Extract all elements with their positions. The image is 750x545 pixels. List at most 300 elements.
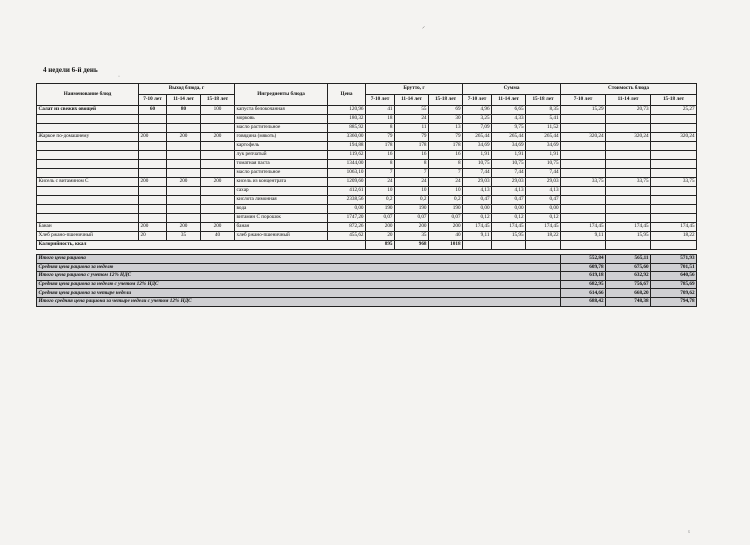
empty-cell xyxy=(167,205,201,214)
empty-cell xyxy=(37,196,139,205)
ingredient-price: 1063,10 xyxy=(328,169,366,178)
total-label: Средняя цена рациона за четыре недели xyxy=(37,289,561,298)
age-header: 15-18 лет xyxy=(429,95,463,106)
ingredient-gross: 0,07 xyxy=(429,214,463,223)
ingredient-gross: 79 xyxy=(429,133,463,142)
dish-ingredient-row xyxy=(37,223,697,232)
total-row xyxy=(37,255,697,264)
empty-cell xyxy=(139,169,167,178)
dish-name: Кисель с витамином С xyxy=(37,178,139,187)
total-label: Средняя цена рациона за неделю xyxy=(37,263,561,272)
ingredient-sum: 0,12 xyxy=(492,214,526,223)
ingredient-name: масло растительное xyxy=(235,169,328,178)
total-label: Итого цена рациона xyxy=(37,255,561,264)
calories-value: 1018 xyxy=(429,241,463,250)
empty-cell xyxy=(167,115,201,124)
ingredient-sum: 174,45 xyxy=(526,223,561,232)
dish-yield: 35 xyxy=(167,232,201,241)
total-value: 701,51 xyxy=(651,263,697,272)
dish-ingredient-row xyxy=(37,133,697,142)
dish-name: Банан xyxy=(37,223,139,232)
ingredient-name: вода xyxy=(235,205,328,214)
dish-cost: 320,24 xyxy=(651,133,697,142)
dish-yield: 80 xyxy=(167,106,201,115)
empty-cell xyxy=(606,142,651,151)
ingredient-gross: 18 xyxy=(366,115,395,124)
ingredient-gross: 24 xyxy=(395,115,429,124)
ingredient-sum: 4,13 xyxy=(492,187,526,196)
ingredient-gross: 11 xyxy=(395,124,429,133)
ingredient-price: 872,26 xyxy=(328,223,366,232)
empty-cell xyxy=(167,196,201,205)
ingredient-name: банан xyxy=(235,223,328,232)
total-label: Средняя цена рациона за неделю с учетом 12% НДС xyxy=(37,280,561,289)
ingredient-sum: 265,44 xyxy=(492,133,526,142)
total-row xyxy=(37,280,697,289)
ingredient-gross: 24 xyxy=(429,178,463,187)
age-header: 11-14 лет xyxy=(492,95,526,106)
ingredient-sum: 8,35 xyxy=(526,106,561,115)
ingredient-sum: 0,12 xyxy=(463,214,492,223)
dish-cost: 15,95 xyxy=(606,232,651,241)
total-value: 668,20 xyxy=(606,289,651,298)
ingredient-sum: 10,75 xyxy=(492,160,526,169)
empty-cell xyxy=(139,214,167,223)
total-value: 640,56 xyxy=(651,272,697,281)
empty-cell xyxy=(37,124,139,133)
total-value: 785,69 xyxy=(651,280,697,289)
empty-cell xyxy=(201,205,235,214)
dish-ingredient-row xyxy=(37,232,697,241)
empty-cell xyxy=(37,187,139,196)
empty-cell xyxy=(37,205,139,214)
empty-cell xyxy=(651,160,697,169)
ingredient-sum: 4,33 xyxy=(492,115,526,124)
page-heading: 4 недели 6-й день xyxy=(43,66,98,74)
dish-ingredient-row xyxy=(37,106,697,115)
dish-cost: 174,45 xyxy=(561,223,606,232)
empty-cell xyxy=(561,151,606,160)
ingredient-sum: 4,13 xyxy=(526,187,561,196)
col-yield-header: Выход блюда, г xyxy=(139,84,235,95)
ingredient-sum: 4,13 xyxy=(463,187,492,196)
empty-cell xyxy=(651,151,697,160)
empty-cell xyxy=(139,115,167,124)
ingredient-sum: 18,22 xyxy=(526,232,561,241)
total-value: 748,38 xyxy=(606,297,651,306)
dish-yield: 60 xyxy=(139,106,167,115)
dish-yield: 200 xyxy=(139,178,167,187)
calories-body xyxy=(37,241,697,255)
dish-yield: 200 xyxy=(139,133,167,142)
ingredient-sum: 7,09 xyxy=(463,124,492,133)
ingredient-gross: 35 xyxy=(395,232,429,241)
dish-ingredient-row xyxy=(37,178,697,187)
dish-table-body xyxy=(37,106,697,241)
empty-cell xyxy=(201,151,235,160)
empty-cell xyxy=(37,169,139,178)
dish-ingredient-row xyxy=(37,160,697,169)
ingredient-gross: 0,2 xyxy=(429,196,463,205)
ingredient-price: 120,96 xyxy=(328,106,366,115)
empty-cell xyxy=(139,196,167,205)
empty-cell xyxy=(201,142,235,151)
ingredient-gross: 16 xyxy=(366,151,395,160)
empty-cell xyxy=(561,160,606,169)
age-header: 7-10 лет xyxy=(366,95,395,106)
dish-ingredient-row xyxy=(37,214,697,223)
total-value: 614,66 xyxy=(561,289,606,298)
ingredient-gross: 200 xyxy=(429,223,463,232)
scan-mark: ᶾ xyxy=(688,530,690,536)
ingredient-gross: 8 xyxy=(366,160,395,169)
total-value: 794,78 xyxy=(651,297,697,306)
ingredient-sum: 6,65 xyxy=(492,106,526,115)
col-name-header: Наименование блюд xyxy=(37,84,139,106)
empty-cell xyxy=(651,124,697,133)
empty-cell xyxy=(167,169,201,178)
total-value: 675,60 xyxy=(606,263,651,272)
dish-yield: 200 xyxy=(139,223,167,232)
dish-yield: 20 xyxy=(139,232,167,241)
dish-cost: 25,27 xyxy=(651,106,697,115)
ingredient-price: 1209,60 xyxy=(328,178,366,187)
ingredient-name: хлеб ржано-пшеничный xyxy=(235,232,328,241)
scan-mark: · xyxy=(118,74,120,80)
ingredient-name: кисель из концентрата xyxy=(235,178,328,187)
empty-cell xyxy=(139,160,167,169)
ingredient-name: сахар xyxy=(235,187,328,196)
total-value: 609,78 xyxy=(561,263,606,272)
ingredient-gross: 10 xyxy=(395,187,429,196)
empty-cell xyxy=(651,169,697,178)
empty-cell xyxy=(606,124,651,133)
ingredient-name: говядина (мякоть) xyxy=(235,133,328,142)
empty-cell xyxy=(651,214,697,223)
calories-value: 895 xyxy=(366,241,395,250)
dish-cost: 15,29 xyxy=(561,106,606,115)
dish-yield: 200 xyxy=(201,223,235,232)
ingredient-sum: 1,91 xyxy=(463,151,492,160)
age-header: 11-14 лет xyxy=(167,95,201,106)
total-value: 619,18 xyxy=(561,272,606,281)
ingredient-name: морковь xyxy=(235,115,328,124)
total-value: 756,67 xyxy=(606,280,651,289)
ingredient-gross: 190 xyxy=(366,205,395,214)
ingredient-name: лук репчатый xyxy=(235,151,328,160)
empty-cell xyxy=(651,142,697,151)
ingredient-price: 412,61 xyxy=(328,187,366,196)
ingredient-name: капуста белокочанная xyxy=(235,106,328,115)
empty-cell xyxy=(167,160,201,169)
ingredient-gross: 79 xyxy=(395,133,429,142)
ingredient-gross: 8 xyxy=(366,124,395,133)
ingredient-gross: 190 xyxy=(429,205,463,214)
age-header: 11-14 лет xyxy=(395,95,429,106)
dish-cost: 33,75 xyxy=(651,178,697,187)
totals-body xyxy=(37,255,697,307)
ingredient-gross: 55 xyxy=(395,106,429,115)
ingredient-price: 194,88 xyxy=(328,142,366,151)
ingredient-gross: 7 xyxy=(395,169,429,178)
dish-name: Жаркое по-домашнему xyxy=(37,133,139,142)
ingredient-gross: 200 xyxy=(366,223,395,232)
dish-yield: 100 xyxy=(201,106,235,115)
age-header: 15-18 лет xyxy=(651,95,697,106)
ingredient-sum: 174,45 xyxy=(463,223,492,232)
ingredient-sum: 0,47 xyxy=(526,196,561,205)
empty-cell xyxy=(561,214,606,223)
ingredient-gross: 0,07 xyxy=(366,214,395,223)
ingredient-name: томатная паста xyxy=(235,160,328,169)
ingredient-sum: 15,95 xyxy=(492,232,526,241)
empty-cell xyxy=(561,124,606,133)
total-value: 688,42 xyxy=(561,297,606,306)
empty-cell xyxy=(606,115,651,124)
col-cost-header: Стоимость блюда xyxy=(561,84,697,95)
empty-cell xyxy=(606,196,651,205)
empty-cell xyxy=(167,187,201,196)
empty-cell xyxy=(139,151,167,160)
dish-ingredient-row xyxy=(37,169,697,178)
ingredient-gross: 0,2 xyxy=(395,196,429,205)
ingredient-name: картофель xyxy=(235,142,328,151)
empty-cell xyxy=(201,169,235,178)
ingredient-price: 0,00 xyxy=(328,205,366,214)
ingredient-gross: 13 xyxy=(429,124,463,133)
ingredient-sum: 174,45 xyxy=(492,223,526,232)
ingredient-price: 885,92 xyxy=(328,124,366,133)
dish-cost: 20,73 xyxy=(606,106,651,115)
ingredient-sum: 34,69 xyxy=(463,142,492,151)
ingredient-gross: 24 xyxy=(395,178,429,187)
ingredient-sum: 7,44 xyxy=(463,169,492,178)
ingredient-sum: 0,00 xyxy=(492,205,526,214)
ingredient-gross: 30 xyxy=(429,115,463,124)
empty-cell xyxy=(561,169,606,178)
total-value: 571,93 xyxy=(651,255,697,264)
dish-cost: 33,75 xyxy=(561,178,606,187)
ingredient-gross: 200 xyxy=(395,223,429,232)
calories-row xyxy=(37,241,697,250)
dish-ingredient-row xyxy=(37,205,697,214)
ingredient-price: 2338,56 xyxy=(328,196,366,205)
dish-yield: 200 xyxy=(201,178,235,187)
total-row xyxy=(37,297,697,306)
scan-mark: ⸝ xyxy=(422,24,426,30)
age-header: 15-18 лет xyxy=(526,95,561,106)
empty-cell xyxy=(201,160,235,169)
total-value: 709,62 xyxy=(651,289,697,298)
ingredient-price: 119,62 xyxy=(328,151,366,160)
empty-cell xyxy=(37,115,139,124)
dish-name: Салат из свежих овощей xyxy=(37,106,139,115)
total-value: 565,11 xyxy=(606,255,651,264)
dish-cost: 18,22 xyxy=(651,232,697,241)
dish-yield: 200 xyxy=(167,178,201,187)
ingredient-name: витамин С порошок xyxy=(235,214,328,223)
empty-cell xyxy=(139,124,167,133)
total-value: 682,95 xyxy=(561,280,606,289)
dish-yield: 200 xyxy=(167,223,201,232)
ingredient-gross: 24 xyxy=(366,178,395,187)
ingredient-gross: 7 xyxy=(429,169,463,178)
empty-cell xyxy=(606,187,651,196)
ingredient-sum: 10,75 xyxy=(526,160,561,169)
dish-ingredient-row xyxy=(37,124,697,133)
dish-name: Хлеб ржано-пшеничный xyxy=(37,232,139,241)
dish-cost: 9,11 xyxy=(561,232,606,241)
dish-cost: 174,45 xyxy=(651,223,697,232)
age-header: 7-10 лет xyxy=(139,95,167,106)
total-value: 552,84 xyxy=(561,255,606,264)
empty-cell xyxy=(201,115,235,124)
dish-yield: 40 xyxy=(201,232,235,241)
empty-cell xyxy=(201,187,235,196)
dish-ingredient-row xyxy=(37,196,697,205)
total-label: Итого цена рациона с учетом 12% НДС xyxy=(37,272,561,281)
ingredient-gross: 10 xyxy=(366,187,395,196)
empty-cell xyxy=(139,142,167,151)
ingredient-gross: 0,2 xyxy=(366,196,395,205)
ingredient-sum: 265,44 xyxy=(526,133,561,142)
calories-label: Калорийность, ккал xyxy=(37,241,366,250)
dish-ingredient-row xyxy=(37,115,697,124)
ingredient-sum: 7,44 xyxy=(492,169,526,178)
ingredient-sum: 4,96 xyxy=(463,106,492,115)
dish-yield: 200 xyxy=(167,133,201,142)
age-header: 11-14 лет xyxy=(606,95,651,106)
empty-cell xyxy=(37,160,139,169)
empty-cell xyxy=(167,124,201,133)
ingredient-gross: 69 xyxy=(429,106,463,115)
empty-cell xyxy=(201,214,235,223)
ingredient-gross: 190 xyxy=(395,205,429,214)
ingredient-price: 1747,20 xyxy=(328,214,366,223)
col-ingredients-header: Ингредиенты блюда xyxy=(235,84,328,106)
dish-ingredient-row xyxy=(37,142,697,151)
header-row-groups xyxy=(37,84,697,95)
ingredient-gross: 8 xyxy=(429,160,463,169)
empty-cell xyxy=(606,169,651,178)
dish-ingredient-row xyxy=(37,187,697,196)
ingredient-sum: 34,69 xyxy=(526,142,561,151)
ration-cost-table xyxy=(36,83,697,307)
ingredient-sum: 5,41 xyxy=(526,115,561,124)
ingredient-name: кислота лимонная xyxy=(235,196,328,205)
ingredient-price: 180,32 xyxy=(328,115,366,124)
ingredient-gross: 0,07 xyxy=(395,214,429,223)
empty-cell xyxy=(37,214,139,223)
empty-cell xyxy=(606,214,651,223)
empty-cell xyxy=(561,142,606,151)
empty-cell xyxy=(167,151,201,160)
empty-cell xyxy=(606,160,651,169)
dish-ingredient-row xyxy=(37,151,697,160)
ingredient-sum: 29,03 xyxy=(463,178,492,187)
empty-cell xyxy=(606,151,651,160)
total-row xyxy=(37,272,697,281)
ingredient-sum: 0,00 xyxy=(463,205,492,214)
dish-cost: 320,24 xyxy=(606,133,651,142)
ingredient-sum: 9,11 xyxy=(463,232,492,241)
empty-cell xyxy=(651,187,697,196)
ingredient-gross: 10 xyxy=(429,187,463,196)
ingredient-sum: 3,25 xyxy=(463,115,492,124)
empty-cell xyxy=(167,214,201,223)
calories-value: 968 xyxy=(395,241,429,250)
empty-cell xyxy=(606,205,651,214)
col-gross-header: Брутто, г xyxy=(366,84,463,95)
ingredient-name: масло растительное xyxy=(235,124,328,133)
age-header: 7-10 лет xyxy=(463,95,492,106)
ingredient-sum: 265,44 xyxy=(463,133,492,142)
empty-cell xyxy=(561,205,606,214)
dish-yield: 200 xyxy=(201,133,235,142)
dish-cost: 320,24 xyxy=(561,133,606,142)
empty-cell xyxy=(139,187,167,196)
ingredient-price: 455,62 xyxy=(328,232,366,241)
ingredient-sum: 9,75 xyxy=(492,124,526,133)
empty-cell xyxy=(651,205,697,214)
ingredient-price: 3360,00 xyxy=(328,133,366,142)
empty-cell xyxy=(561,115,606,124)
ingredient-gross: 178 xyxy=(395,142,429,151)
col-price-header: Цена xyxy=(328,84,366,106)
dish-cost: 33,75 xyxy=(606,178,651,187)
empty-cell xyxy=(561,187,606,196)
ingredient-sum: 0,47 xyxy=(463,196,492,205)
empty-cell xyxy=(201,124,235,133)
age-header: 15-18 лет xyxy=(201,95,235,106)
ingredient-sum: 1,91 xyxy=(492,151,526,160)
ingredient-gross: 7 xyxy=(366,169,395,178)
ingredient-gross: 20 xyxy=(366,232,395,241)
ingredient-sum: 0,12 xyxy=(526,214,561,223)
ingredient-price: 1344,00 xyxy=(328,160,366,169)
empty-cell xyxy=(37,151,139,160)
empty-cell xyxy=(561,196,606,205)
empty-cell xyxy=(651,196,697,205)
empty-cell xyxy=(37,142,139,151)
ingredient-sum: 10,75 xyxy=(463,160,492,169)
ingredient-sum: 29,03 xyxy=(492,178,526,187)
ingredient-sum: 0,00 xyxy=(526,205,561,214)
ingredient-sum: 0,47 xyxy=(492,196,526,205)
col-sum-header: Сумма xyxy=(463,84,561,95)
ingredient-gross: 79 xyxy=(366,133,395,142)
ingredient-gross: 16 xyxy=(395,151,429,160)
ingredient-sum: 29,03 xyxy=(526,178,561,187)
empty-cell xyxy=(139,205,167,214)
total-value: 632,92 xyxy=(606,272,651,281)
dish-cost: 174,45 xyxy=(606,223,651,232)
ingredient-gross: 16 xyxy=(429,151,463,160)
ingredient-sum: 34,69 xyxy=(492,142,526,151)
ingredient-gross: 8 xyxy=(395,160,429,169)
ingredient-sum: 1,91 xyxy=(526,151,561,160)
empty-cell xyxy=(201,196,235,205)
ingredient-gross: 178 xyxy=(366,142,395,151)
total-label: Итого средняя цена рациона за четыре недели с учетом 12% НДС xyxy=(37,297,561,306)
ingredient-sum: 11,52 xyxy=(526,124,561,133)
ingredient-gross: 40 xyxy=(429,232,463,241)
total-row xyxy=(37,263,697,272)
age-header: 7-10 лет xyxy=(561,95,606,106)
empty-cell xyxy=(167,142,201,151)
ingredient-gross: 41 xyxy=(366,106,395,115)
ingredient-sum: 7,44 xyxy=(526,169,561,178)
